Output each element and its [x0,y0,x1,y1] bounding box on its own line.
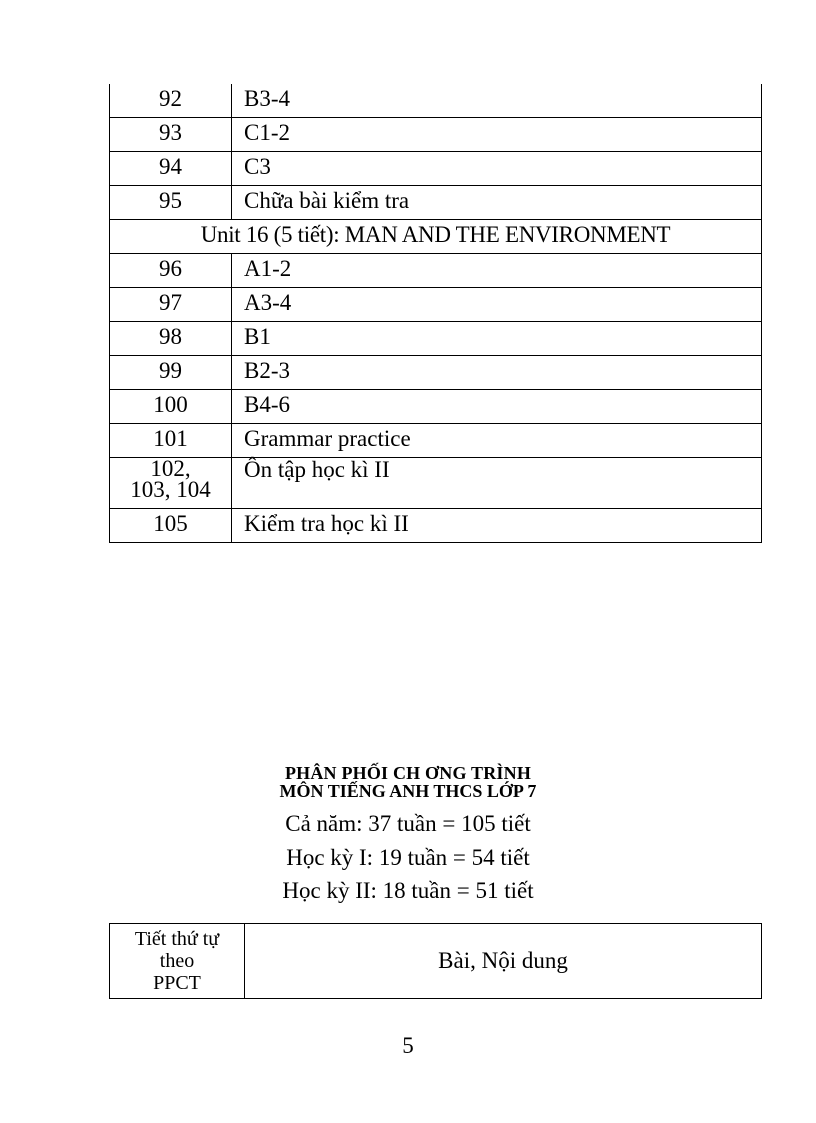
period-number: 92 [110,84,232,118]
header-line: PPCT [153,972,201,994]
unit-16-title: Unit 16 (5 tiết): MAN AND THE ENVIRONMENT [110,220,762,254]
table-row [110,288,762,322]
lesson-content: B2-3 [232,356,762,390]
curriculum-header-table [109,923,762,999]
period-order-header [110,924,245,999]
lesson-content: C3 [232,152,762,186]
table-row [110,322,762,356]
lesson-content: B1 [232,322,762,356]
lesson-content: A3-4 [232,288,762,322]
curriculum-subtitle: MÔN TIẾNG ANH THCS LỚP 7 [279,781,537,801]
table-row [110,390,762,424]
table-row [110,424,762,458]
lesson-content: B4-6 [232,390,762,424]
table-row [110,186,762,220]
lesson-content: A1-2 [232,254,762,288]
header-line: Tiết thứ tự [134,928,220,950]
period-number: 94 [110,152,232,186]
lesson-content: B3-4 [232,84,762,118]
lesson-content-header: Bài, Nội dung [245,924,762,999]
period-number-line: 102, [150,456,191,481]
period-number: 101 [110,424,232,458]
lesson-content: Grammar practice [232,424,762,458]
table-row [110,458,762,509]
unit-header-row [110,220,762,254]
table-row [110,356,762,390]
semester-1-summary: Học kỳ I: 19 tuần = 54 tiết [286,845,530,870]
table-row [110,509,762,543]
table-header-row [110,924,762,999]
schedule-table [109,84,762,543]
table-row [110,152,762,186]
semester-2-summary: Học kỳ II: 18 tuần = 51 tiết [282,878,534,903]
table-row [110,254,762,288]
period-number: 105 [110,509,232,543]
lesson-content: Ôn tập học kì II [232,458,762,509]
period-number [110,458,232,509]
curriculum-title: PHÂN PHỐI CH ƠNG TRÌNH [284,763,532,783]
period-number: 97 [110,288,232,322]
table-row [110,118,762,152]
year-summary: Cả năm: 37 tuần = 105 tiết [285,811,531,836]
period-number: 96 [110,254,232,288]
lesson-content: Kiểm tra học kì II [232,509,762,543]
lesson-content: C1-2 [232,118,762,152]
period-number: 98 [110,322,232,356]
period-number: 93 [110,118,232,152]
header-line: theo [159,950,195,972]
period-number: 100 [110,390,232,424]
period-number: 99 [110,356,232,390]
table-row [110,84,762,118]
period-number: 95 [110,186,232,220]
period-number-line: 103, 104 [130,477,211,502]
page-number: 5 [402,1033,414,1058]
lesson-content: Chữa bài kiểm tra [232,186,762,220]
